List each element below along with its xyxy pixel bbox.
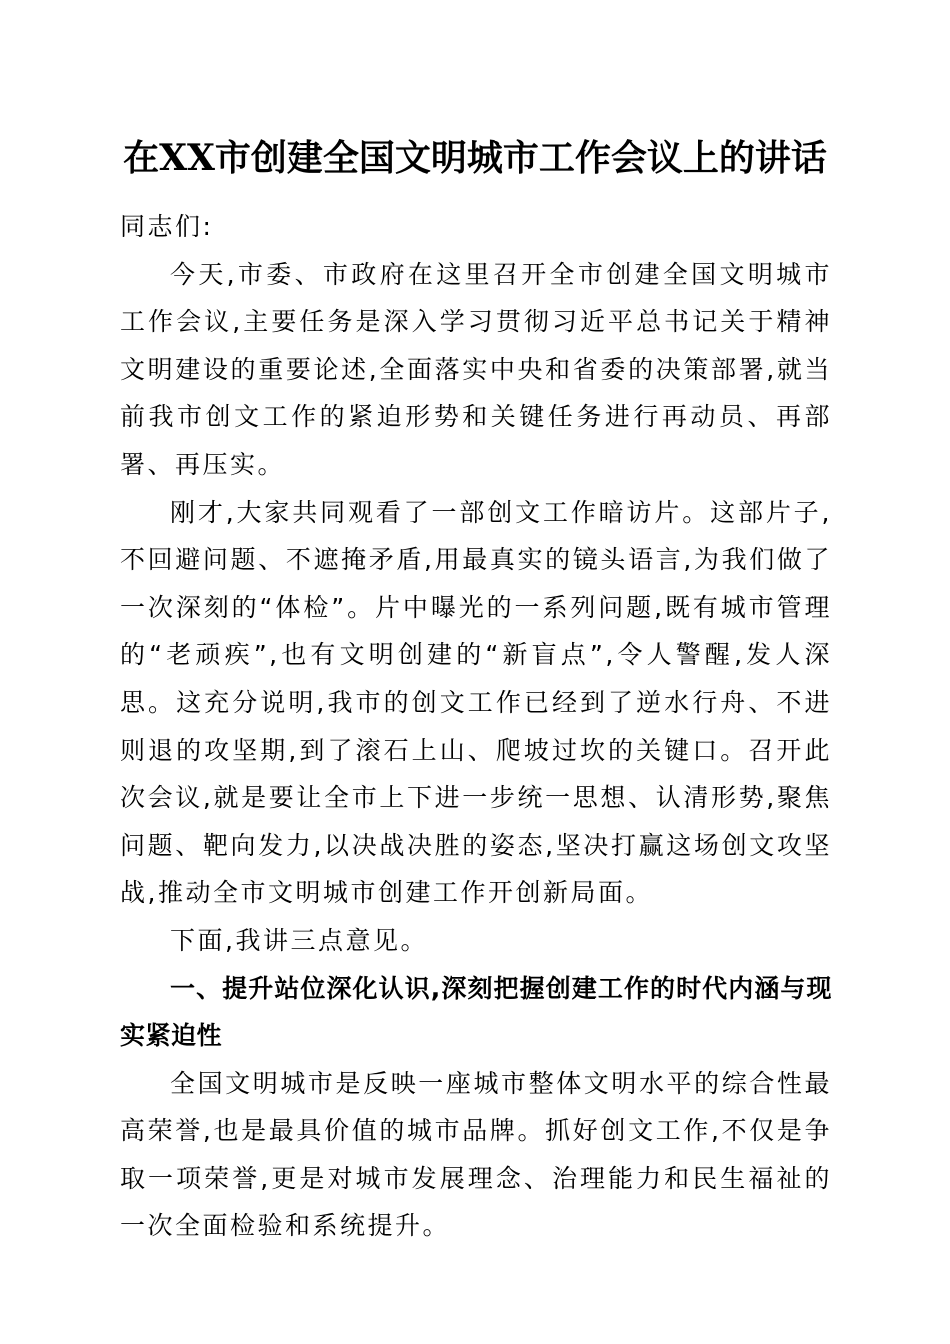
document-title: 在XX市创建全国文明城市工作会议上的讲话: [123, 137, 827, 179]
salutation: 同志们:: [120, 212, 214, 241]
paragraph-opening: 今天,市委、市政府在这里召开全市创建全国文明城市工作会议,主要任务是深入学习贯彻习近平总书记关于精神文明建设的重要论述,全面落实中央和省委的决策部署,就当前我市创文工作的紧迫形势和关键任务进行再动员、再部署、再压实。: [120, 259, 832, 479]
document-body: [120, 203, 832, 1250]
paragraph-review: 刚才,大家共同观看了一部创文工作暗访片。这部片子,不回避问题、不遮掩矛盾,用最真实的镜头语言,为我们做了一次深刻的“体检”。片中曝光的一系列问题,既有城市管理的“老顽疾”,也有文明创建的“新盲点”,令人警醒,发人深思。这充分说明,我市的创文工作已经到了逆水行舟、不进则退的攻坚期,到了滚石上山、爬坡过坎的关键口。召开此次会议,就是要让全市上下进一步统一思想、认清形势,聚焦问题、靶向发力,以决战决胜的姿态,坚决打赢这场创文攻坚战,推动全市文明城市创建工作开创新局面。: [120, 497, 832, 908]
section-paragraph-1: 全国文明城市是反映一座城市整体文明水平的综合性最高荣誉,也是最具价值的城市品牌。抓好创文工作,不仅是争取一项荣誉,更是对城市发展理念、治理能力和民生福祉的一次全面检验和系统提升。: [120, 1068, 832, 1241]
paragraph-outline: 下面,我讲三点意见。: [170, 925, 428, 955]
section-heading-1: 一、提升站位深化认识,深刻把握创建工作的时代内涵与现实紧迫性: [120, 973, 832, 1051]
